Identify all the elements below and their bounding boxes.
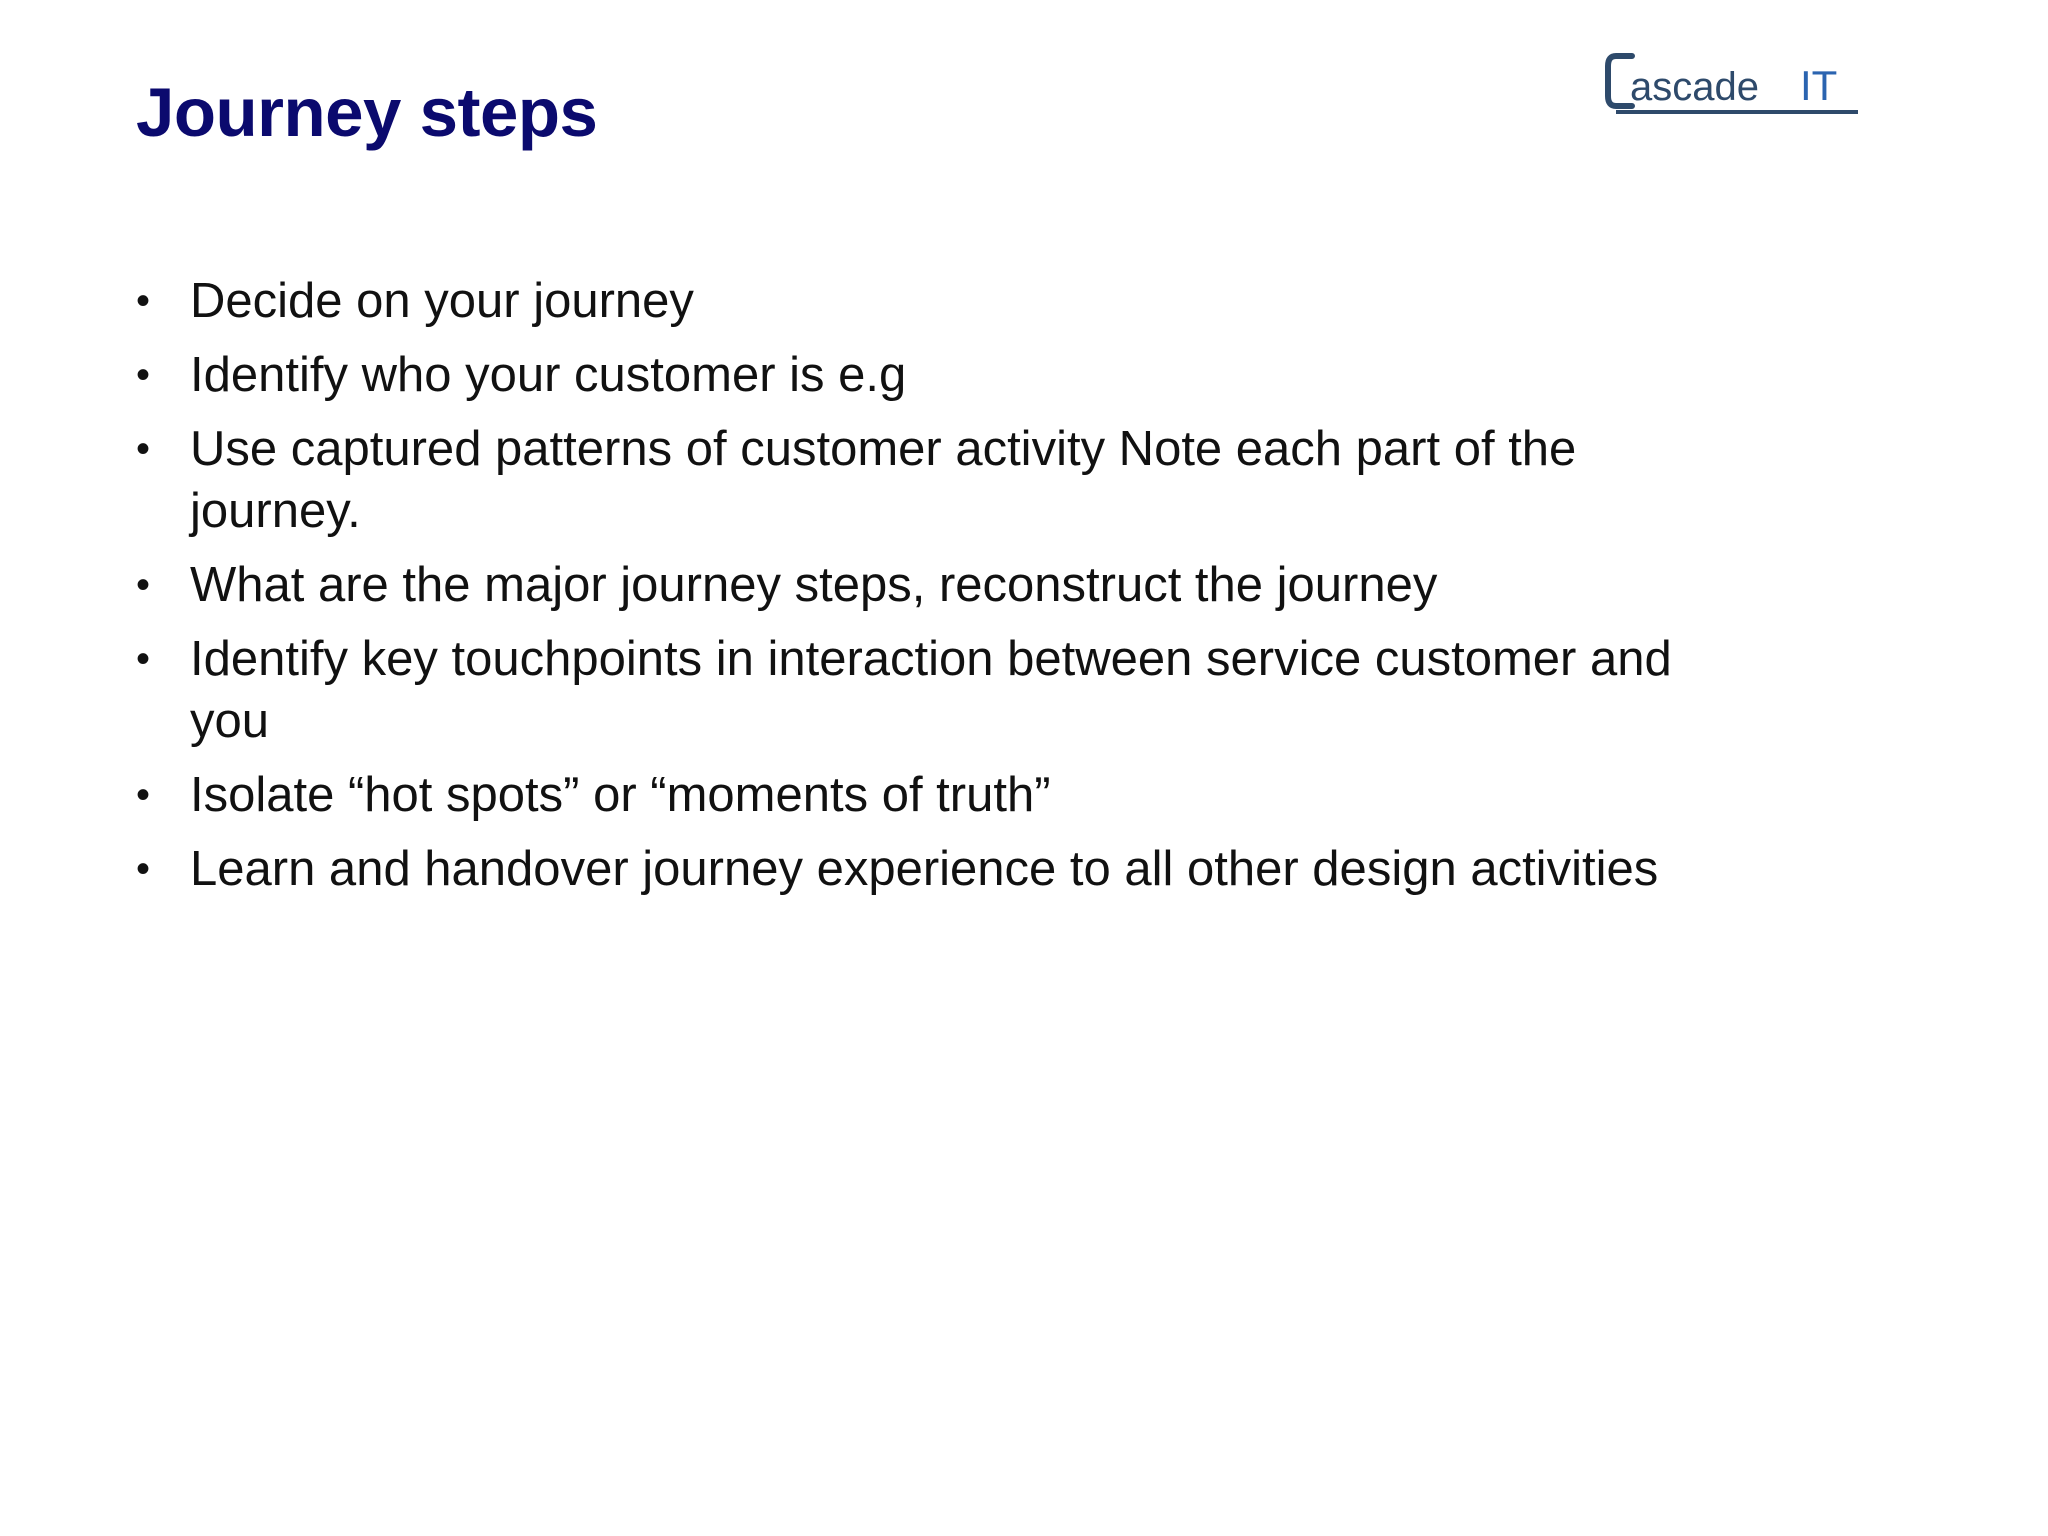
bullet-item <box>136 628 1696 752</box>
bullet-icon: • <box>136 353 151 397</box>
logo-text-main: ascade <box>1630 65 1759 109</box>
bullet-item <box>136 418 1696 542</box>
slide-title: Journey steps <box>136 74 598 151</box>
bullet-icon: • <box>136 563 151 607</box>
bullet-item <box>136 764 1696 826</box>
bullet-icon: • <box>136 427 151 471</box>
bullet-text: Use captured patterns of customer activity Note each part of the journey. <box>190 422 1577 538</box>
bullet-icon: • <box>136 637 151 681</box>
bullet-item <box>136 554 1696 616</box>
logo-graphic <box>1604 52 1862 120</box>
bullet-text: What are the major journey steps, reconstruct the journey <box>190 558 1438 612</box>
logo-text-accent: IT <box>1800 62 1838 109</box>
bullet-icon: • <box>136 847 151 891</box>
bullet-text: Decide on your journey <box>190 274 694 328</box>
bullet-text: Identify key touchpoints in interaction between service customer and you <box>190 632 1672 748</box>
bullet-text: Identify who your customer is e.g <box>190 348 907 402</box>
bullet-item <box>136 344 1696 406</box>
cascade-it-logo <box>1604 52 1862 120</box>
bullet-icon: • <box>136 773 151 817</box>
bullet-item <box>136 270 1696 332</box>
bullet-icon: • <box>136 279 151 323</box>
bullet-text: Isolate “hot spots” or “moments of truth” <box>190 768 1051 822</box>
bullet-text: Learn and handover journey experience to all other design activities <box>190 842 1659 896</box>
bullet-list <box>136 270 1696 912</box>
bullet-item <box>136 838 1696 900</box>
